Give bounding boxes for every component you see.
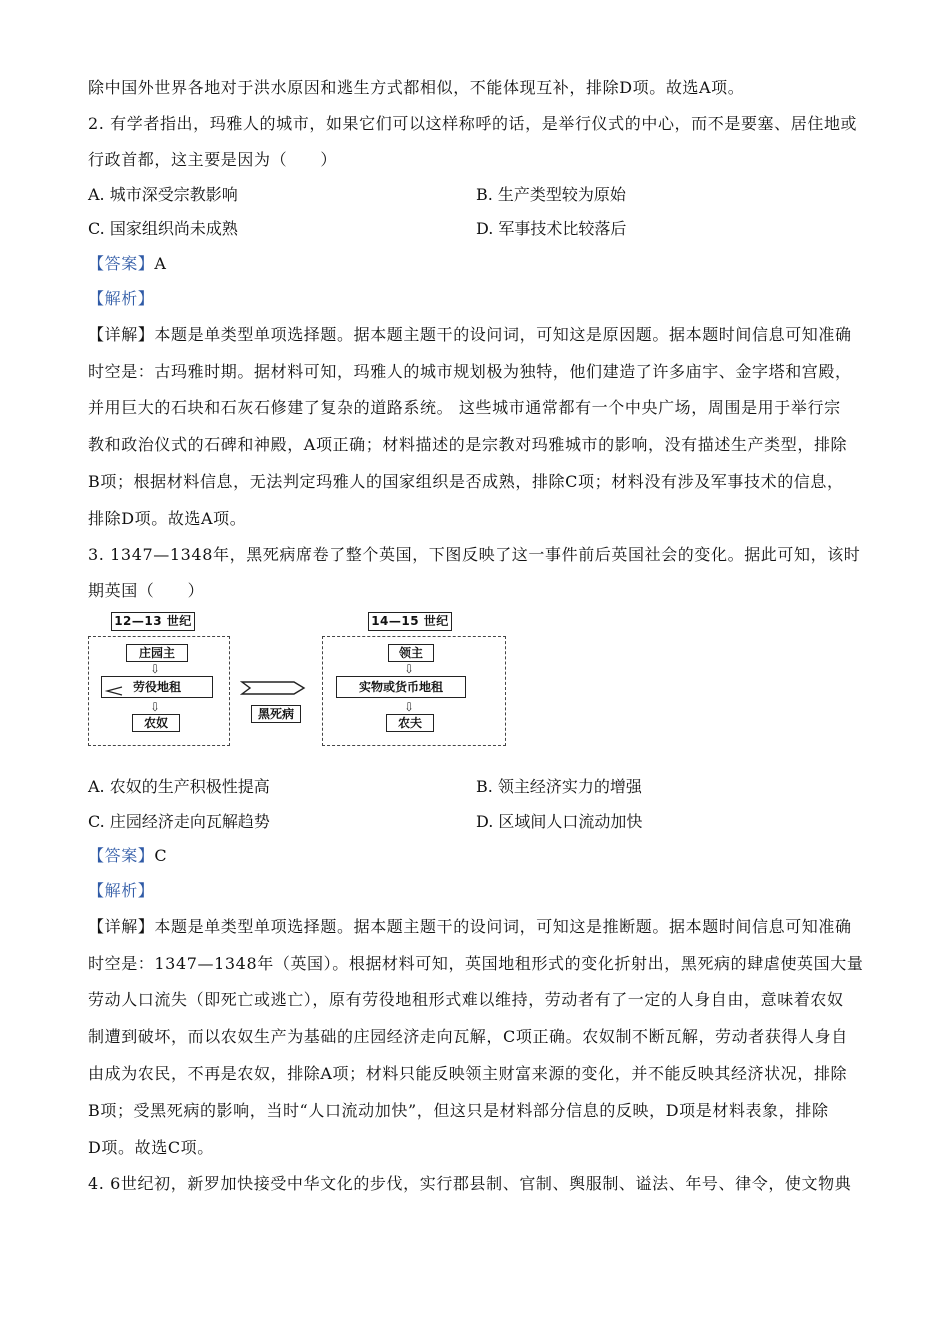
question-2-stem: 2. 有学者指出，玛雅人的城市，如果它们可以这样称呼的话，是举行仪式的中心，而不是要塞、居住地或 <box>88 114 858 133</box>
q3-detail-5: 由成为农民，不再是农奴，排除A项；材料只能反映领主财富来源的变化，并不能反映其经济状况，排除 <box>88 1064 848 1083</box>
answer-value: A <box>154 254 167 273</box>
q2-option-d: D. 军事技术比较落后 <box>476 219 627 238</box>
answer-label: 【答案】 <box>88 846 155 865</box>
left-mid-box: 劳役地租 <box>101 676 213 698</box>
right-top-box: 领主 <box>388 644 434 662</box>
q3-detail-6: B项；受黑死病的影响，当时“人口流动加快”，但这只是材料部分信息的反映，D项是材料表象，排除 <box>88 1101 829 1120</box>
down-arrow-icon: ⇩ <box>150 662 161 676</box>
down-arrow-icon: ⇩ <box>150 700 161 714</box>
q2-option-c: C. 国家组织尚未成熟 <box>88 219 238 238</box>
q2-detail-6: 排除D项。故选A项。 <box>88 509 247 528</box>
q3-analysis-label: 【解析】 <box>88 881 155 900</box>
middle-box: 黑死病 <box>251 705 301 723</box>
q2-answer <box>88 254 167 274</box>
answer-value: C <box>154 846 168 865</box>
q2-detail-5: B项；根据材料信息，无法判定玛雅人的国家组织是否成熟，排除C项；材料没有涉及军事技术的信息， <box>88 472 844 491</box>
right-arrow-icon <box>240 680 306 696</box>
q2-analysis-label: 【解析】 <box>88 289 155 308</box>
down-arrow-icon: ⇩ <box>404 700 415 714</box>
q3-detail-2: 时空是：1347—1348年（英国）。根据材料可知，英国地租形式的变化折射出，黑死病的肆虐使英国大量 <box>88 954 864 973</box>
left-top-box: 庄园主 <box>126 644 188 662</box>
right-bottom-box: 农夫 <box>386 714 434 732</box>
answer-label: 【答案】 <box>88 254 155 273</box>
question-3-stem: 3. 1347—1348年，黑死病席卷了整个英国，下图反映了这一事件前后英国社会的变化。据此可知，该时 <box>88 545 861 564</box>
q3-detail-4: 制遭到破坏，而以农奴生产为基础的庄园经济走向瓦解，C项正确。农奴制不断瓦解，劳动者获得人身自 <box>88 1027 848 1046</box>
q2-detail-3: 并用巨大的石块和石灰石修建了复杂的道路系统。 这些城市通常都有一个中央广场，周围是用于举行宗 <box>88 398 841 417</box>
q3-detail-3: 劳动人口流失（即死亡或逃亡），原有劳役地租形式难以维持，劳动者有了一定的人身自由，意味着农奴 <box>88 990 844 1009</box>
q3-detail-7: D项。故选C项。 <box>88 1138 214 1157</box>
question-2-stem-cont: 行政首都，这主要是因为（ ） <box>88 150 338 169</box>
q2-detail-4: 教和政治仪式的石碑和神殿，A项正确；材料描述的是宗教对玛雅城市的影响，没有描述生产类型，排除 <box>88 435 848 454</box>
down-arrow-icon: ⇩ <box>404 662 415 676</box>
right-mid-box: 实物或货币地租 <box>336 676 466 698</box>
left-curl-arrow-icon <box>104 686 124 696</box>
question-4-stem: 4. 6世纪初，新罗加快接受中华文化的步伐，实行郡县制、官制、舆服制、谥法、年号、律令，使文物典 <box>88 1174 852 1193</box>
q3-option-b: B. 领主经济实力的增强 <box>476 777 642 796</box>
q3-detail-1: 【详解】本题是单类型单项选择题。据本题主题干的设问词，可知这是推断题。据本题时间信息可知准确 <box>88 917 852 936</box>
text-line: 除中国外世界各地对于洪水原因和逃生方式都相似，不能体现互补，排除D项。故选A项。 <box>88 78 745 97</box>
rent-change-diagram <box>86 610 516 750</box>
left-period-tag: 12—13 世纪 <box>111 612 195 631</box>
right-period-tag: 14—15 世纪 <box>368 612 452 631</box>
q2-detail-1: 【详解】本题是单类型单项选择题。据本题主题干的设问词，可知这是原因题。据本题时间信息可知准确 <box>88 325 852 344</box>
q2-detail-2: 时空是：古玛雅时期。据材料可知，玛雅人的城市规划极为独特，他们建造了许多庙宇、金字塔和宫殿， <box>88 362 852 381</box>
left-bottom-box: 农奴 <box>132 714 180 732</box>
q3-option-a: A. 农奴的生产积极性提高 <box>88 777 270 796</box>
q3-option-d: D. 区域间人口流动加快 <box>476 812 643 831</box>
q2-option-a: A. 城市深受宗教影响 <box>88 185 238 204</box>
q2-option-b: B. 生产类型较为原始 <box>476 185 626 204</box>
q3-answer <box>88 846 167 866</box>
question-3-stem-cont: 期英国（ ） <box>88 581 205 600</box>
q3-option-c: C. 庄园经济走向瓦解趋势 <box>88 812 270 831</box>
